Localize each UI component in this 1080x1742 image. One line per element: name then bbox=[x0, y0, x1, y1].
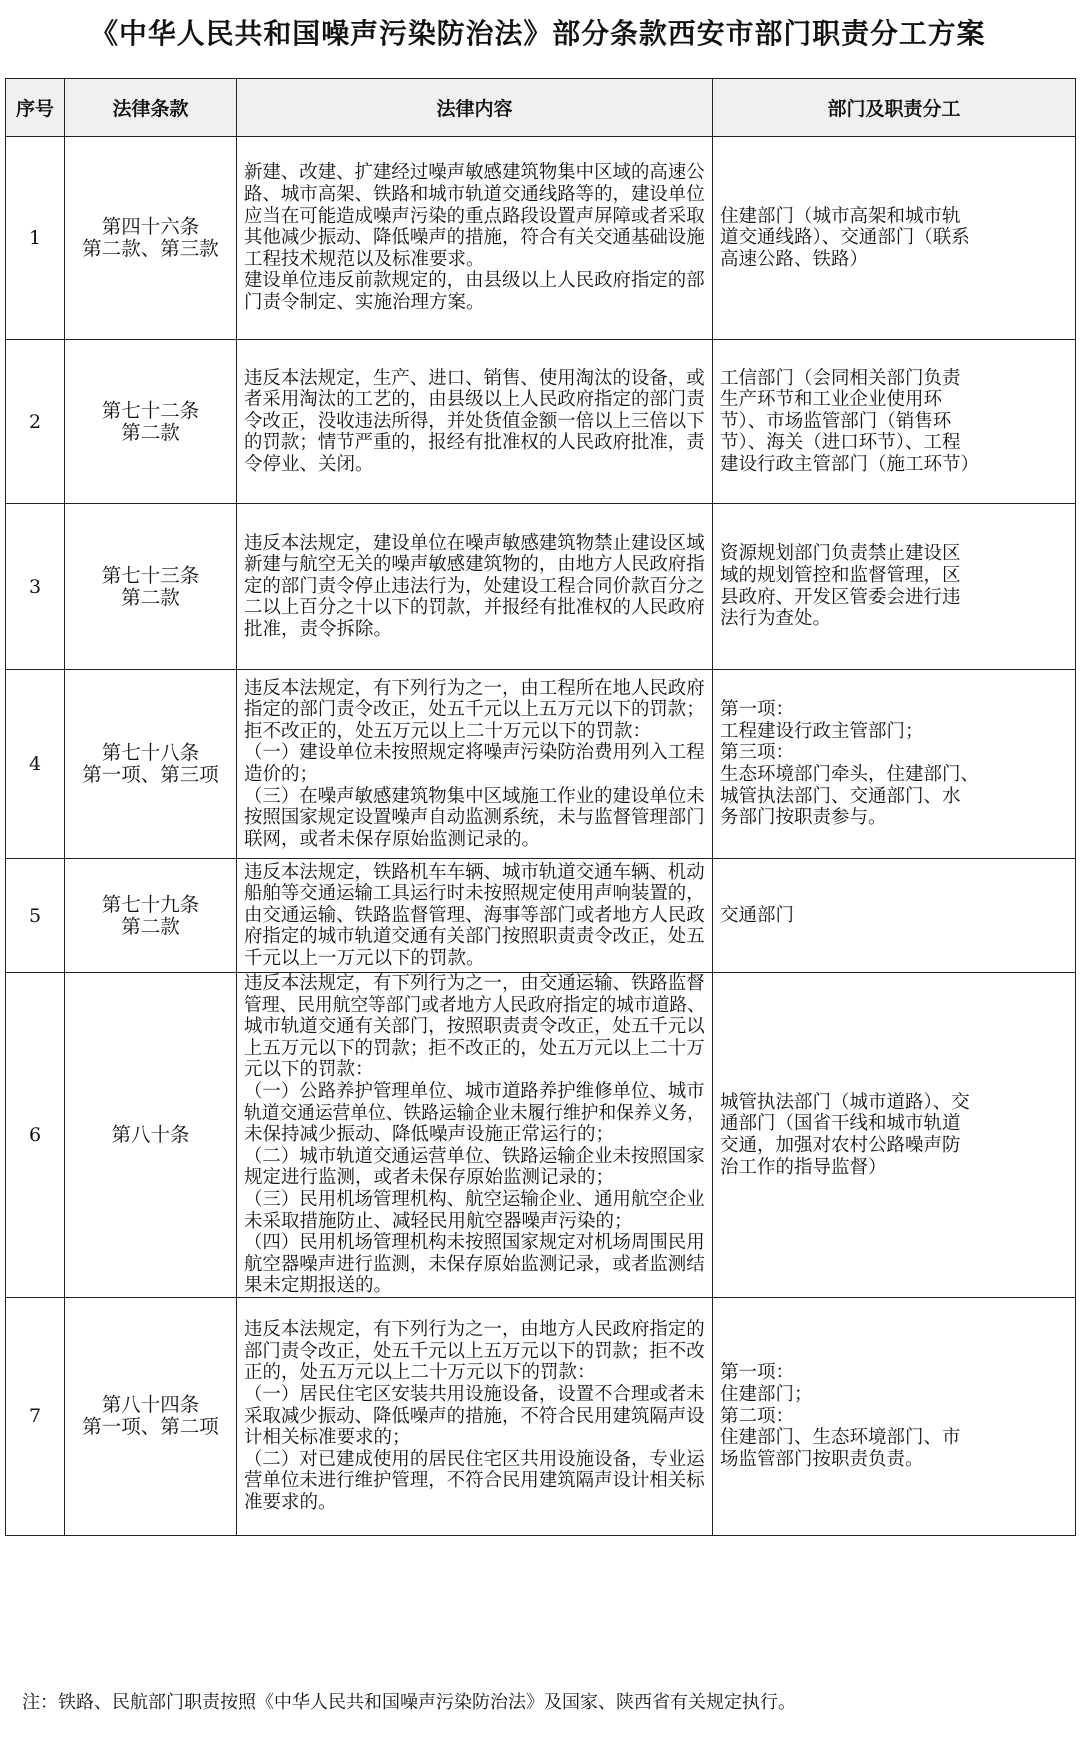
content-cell-line: 二以上百分之十以下的罚款，并报经有批准权的人民政府 bbox=[244, 597, 705, 619]
duty-cell-line: 高速公路、铁路） bbox=[720, 248, 869, 270]
row-number: 3 bbox=[6, 504, 65, 670]
duty-cell-line: 工程建设行政主管部门； bbox=[720, 720, 924, 742]
content-cell-line: 千元以上一万元以下的罚款。 bbox=[244, 947, 485, 969]
content-cell-line: 船舶等交通运输工具运行时未按照规定使用声响装置的， bbox=[244, 883, 705, 905]
duty-cell-line: 域的规划管控和监督管理，区 bbox=[720, 564, 961, 586]
content-cell-line: （三）民用机场管理机构、航空运输企业、通用航空企业 bbox=[244, 1188, 705, 1210]
article-cell-text bbox=[65, 400, 236, 444]
duty-cell-line: 第二项： bbox=[720, 1405, 795, 1427]
content-cell-line: 府指定的城市轨道交通有关部门按照职责责令改正，处五 bbox=[244, 926, 705, 948]
duty-cell bbox=[713, 137, 1076, 340]
content-cell bbox=[237, 973, 713, 1298]
duty-cell-line: 道交通线路）、交通部门（联系 bbox=[720, 227, 970, 249]
article-cell-line: 第一项、第二项 bbox=[82, 1415, 219, 1439]
content-cell-line: 造价的； bbox=[244, 764, 319, 785]
duty-cell-line: 城管执法部门（城市道路）、交 bbox=[720, 1091, 970, 1113]
content-cell-line: 令改正，没收违法所得，并处货值金额一倍以上三倍以下 bbox=[244, 410, 705, 432]
article-cell-text bbox=[65, 742, 236, 786]
duty-cell-line: 务部门按职责参与。 bbox=[720, 807, 887, 829]
row-number: 2 bbox=[6, 340, 65, 504]
content-cell bbox=[237, 670, 713, 859]
row-number: 6 bbox=[6, 973, 65, 1298]
content-cell-line: 航空器噪声进行监测，未保存原始监测记录，或者监测结 bbox=[244, 1253, 705, 1275]
content-cell-line: 应当在可能造成噪声污染的重点路段设置声屏障或者采取 bbox=[244, 205, 705, 227]
duty-cell-line: 法行为查处。 bbox=[720, 608, 832, 630]
content-cell bbox=[237, 859, 713, 973]
content-cell-line: 轨道交通运营单位、铁路运输企业未履行维护和保养义务， bbox=[244, 1102, 705, 1124]
content-cell-line: 部门责令改正，处五千元以上五万元以下的罚款；拒不改 bbox=[244, 1340, 705, 1362]
content-cell-line: 建设单位违反前款规定的，由县级以上人民政府指定的部 bbox=[244, 270, 705, 292]
duty-cell-text bbox=[720, 206, 1068, 271]
content-cell-line: 营单位未进行维护管理，不符合民用建筑隔声设计相关标 bbox=[244, 1470, 705, 1492]
article-cell-line: 第二款、第三款 bbox=[82, 237, 219, 260]
duty-cell-line: 资源规划部门负责禁止建设区 bbox=[720, 543, 961, 565]
table-row bbox=[6, 504, 1076, 670]
content-cell-line: 未采取措施防止、减轻民用航空器噪声污染的； bbox=[244, 1210, 633, 1232]
content-cell-line: 违反本法规定，有下列行为之一，由工程所在地人民政府 bbox=[244, 677, 705, 699]
article-cell bbox=[65, 859, 237, 973]
duty-cell-text bbox=[720, 1092, 1068, 1178]
content-cell-line: （三）在噪声敏感建筑物集中区域施工作业的建设单位未 bbox=[244, 785, 705, 807]
content-cell-line: 准要求的。 bbox=[244, 1491, 337, 1513]
content-cell-line: 联网，或者未保存原始监测记录的。 bbox=[244, 828, 541, 850]
content-cell-line: 违反本法规定，建设单位在噪声敏感建筑物禁止建设区域 bbox=[244, 532, 705, 554]
content-cell-line: 违反本法规定，有下列行为之一，由地方人民政府指定的 bbox=[244, 1319, 705, 1341]
article-cell-line: 第四十六条 bbox=[101, 215, 200, 238]
content-cell-line: 路、城市高架、铁路和城市轨道交通线路等的，建设单位 bbox=[244, 184, 705, 206]
header-no: 序号 bbox=[6, 79, 65, 137]
content-cell-text bbox=[244, 368, 705, 476]
article-cell-text bbox=[65, 894, 236, 938]
content-cell-line: 工程技术规范以及标准要求。 bbox=[244, 248, 485, 270]
content-cell-line: （二）城市轨道交通运营单位、铁路运输企业未按照国家 bbox=[244, 1145, 705, 1167]
content-cell-line: （一）建设单位未按照规定将噪声污染防治费用列入工程 bbox=[244, 742, 705, 764]
article-cell bbox=[65, 137, 237, 340]
article-cell bbox=[65, 670, 237, 859]
table-row bbox=[6, 973, 1076, 1298]
duty-cell bbox=[713, 1297, 1076, 1535]
content-cell-line: 批准，责令拆除。 bbox=[244, 618, 393, 640]
duty-cell-line: 节）、市场监管部门（销售环 bbox=[720, 410, 952, 432]
content-cell-line: 采取减少振动、降低噪声的措施，不符合民用建筑隔声设 bbox=[244, 1405, 705, 1427]
table-row bbox=[6, 137, 1076, 340]
duty-cell-line: 交通，加强对农村公路噪声防 bbox=[720, 1134, 961, 1156]
content-cell-line: 果未定期报送的。 bbox=[244, 1275, 393, 1297]
content-cell-line: （二）对已建成使用的居民住宅区共用设施设备，专业运 bbox=[244, 1448, 705, 1470]
duty-cell-line: 工信部门（会同相关部门负责 bbox=[720, 367, 961, 389]
article-cell-line: 第一项、第三项 bbox=[82, 763, 219, 786]
article-cell bbox=[65, 973, 237, 1298]
duty-cell-text bbox=[720, 368, 1068, 476]
content-cell bbox=[237, 1297, 713, 1535]
content-cell-line: 违反本法规定，铁路机车车辆、城市轨道交通车辆、机动 bbox=[244, 861, 705, 883]
table-body bbox=[6, 137, 1076, 1536]
header-content: 法律内容 bbox=[237, 79, 713, 137]
duty-table bbox=[5, 78, 1076, 1536]
content-cell-line: 元以下的罚款： bbox=[244, 1059, 374, 1081]
duty-cell-line: 场监管部门按职责负责。 bbox=[720, 1448, 924, 1470]
content-cell-line: 拒不改正的，处五万元以上二十万元以下的罚款： bbox=[244, 720, 652, 742]
article-cell-line: 第七十三条 bbox=[101, 563, 200, 587]
content-cell-line: 违反本法规定，生产、进口、销售、使用淘汰的设备，或 bbox=[244, 367, 705, 389]
duty-cell bbox=[713, 973, 1076, 1298]
content-cell-line: （一）居民住宅区安装共用设施设备，设置不合理或者未 bbox=[244, 1384, 705, 1406]
content-cell-line: 计相关标准要求的； bbox=[244, 1427, 411, 1449]
content-cell-line: 规定进行监测，或者未保存原始监测记录的； bbox=[244, 1167, 615, 1189]
duty-cell-line: 城管执法部门、交通部门、水 bbox=[720, 785, 961, 807]
article-cell bbox=[65, 340, 237, 504]
duty-cell bbox=[713, 670, 1076, 859]
article-cell-line: 第七十八条 bbox=[101, 741, 200, 764]
article-cell-line: 第二款 bbox=[121, 585, 180, 609]
duty-cell-line: 交通部门 bbox=[720, 904, 795, 926]
content-cell-line: 由交通运输、铁路监督管理、海事等部门或者地方人民政 bbox=[244, 904, 705, 926]
content-cell-line: 新建与航空无关的噪声敏感建筑物的，由地方人民政府指 bbox=[244, 554, 705, 576]
row-number: 5 bbox=[6, 859, 65, 973]
content-cell-text bbox=[244, 862, 705, 970]
content-cell-line: 违反本法规定，有下列行为之一，由交通运输、铁路监督 bbox=[244, 973, 705, 994]
content-cell bbox=[237, 504, 713, 670]
content-cell-line: 定的部门责令停止违法行为，处建设工程合同价款百分之 bbox=[244, 575, 705, 597]
header-article: 法律条款 bbox=[65, 79, 237, 137]
duty-cell-line: 县政府、开发区管委会进行违 bbox=[720, 586, 961, 608]
content-cell-text bbox=[244, 678, 705, 851]
content-cell-line: 正的，处五万元以上二十万元以下的罚款： bbox=[244, 1362, 596, 1384]
header-duty: 部门及职责分工 bbox=[713, 79, 1076, 137]
article-cell-line: 第七十九条 bbox=[101, 892, 200, 916]
content-cell-line: 者采用淘汰的工艺的，由县级以上人民政府指定的部门责 bbox=[244, 389, 705, 411]
article-cell-line: 第八十条 bbox=[111, 1122, 190, 1146]
content-cell-text bbox=[244, 533, 705, 641]
article-cell-text bbox=[65, 1394, 236, 1438]
content-cell bbox=[237, 137, 713, 340]
duty-cell-line: 治工作的指导监督） bbox=[720, 1156, 887, 1178]
duty-cell-line: 第一项： bbox=[720, 1362, 795, 1384]
article-cell-text bbox=[65, 565, 236, 609]
duty-cell-text bbox=[720, 699, 1068, 829]
duty-cell-line: 第三项： bbox=[720, 742, 795, 764]
duty-cell-line: 住建部门； bbox=[720, 1384, 813, 1406]
duty-cell-text bbox=[720, 543, 1068, 629]
article-cell-line: 第二款 bbox=[121, 420, 180, 444]
duty-cell-text bbox=[720, 905, 1068, 927]
content-cell-text bbox=[244, 162, 705, 313]
duty-cell-line: 节）、海关（进口环节）、工程 bbox=[720, 432, 961, 454]
content-cell-line: 按照国家规定设置噪声自动监测系统，未与监督管理部门 bbox=[244, 807, 705, 829]
content-cell-line: 其他减少振动、降低噪声的措施，符合有关交通基础设施 bbox=[244, 227, 705, 249]
table-row bbox=[6, 340, 1076, 504]
article-cell-line: 第二款 bbox=[121, 914, 180, 938]
article-cell-line: 第七十二条 bbox=[101, 398, 200, 422]
row-number: 1 bbox=[6, 137, 65, 340]
content-cell-text bbox=[244, 973, 705, 1297]
content-cell-line: （一）公路养护管理单位、城市道路养护维修单位、城市 bbox=[244, 1080, 705, 1102]
content-cell-line: 新建、改建、扩建经过噪声敏感建筑物集中区域的高速公 bbox=[244, 162, 705, 184]
table-row bbox=[6, 859, 1076, 973]
duty-cell-line: 住建部门（城市高架和城市轨 bbox=[720, 205, 961, 227]
content-cell-line: 未保持减少振动、降低噪声设施正常运行的； bbox=[244, 1124, 615, 1146]
duty-cell-line: 住建部门、生态环境部门、市 bbox=[720, 1427, 961, 1449]
content-cell-line: 的罚款；情节严重的，报经有批准权的人民政府批准，责 bbox=[244, 432, 705, 454]
duty-cell-line: 生态环境部门牵头，住建部门、 bbox=[720, 764, 980, 785]
article-cell bbox=[65, 1297, 237, 1535]
duty-cell-line: 第一项： bbox=[720, 699, 795, 721]
duty-cell-line: 建设行政主管部门（施工环节） bbox=[720, 453, 980, 475]
duty-cell bbox=[713, 859, 1076, 973]
header-row bbox=[6, 79, 1076, 137]
document-title: 《中华人民共和国噪声污染防治法》部分条款西安市部门职责分工方案 bbox=[90, 17, 986, 50]
content-cell-line: 管理、民用航空等部门或者地方人民政府指定的城市道路、 bbox=[244, 994, 705, 1016]
content-cell-line: 门责令制定、实施治理方案。 bbox=[244, 291, 485, 313]
content-cell bbox=[237, 340, 713, 504]
duty-cell-line: 生产环节和工业企业使用环 bbox=[720, 389, 943, 411]
article-cell-text bbox=[65, 216, 236, 260]
content-cell-line: （四）民用机场管理机构未按照国家规定对机场周围民用 bbox=[244, 1232, 705, 1254]
content-cell-text bbox=[244, 1319, 705, 1513]
footnote: 注：铁路、民航部门职责按照《中华人民共和国噪声污染防治法》及国家、陕西省有关规定执行。 bbox=[22, 1692, 796, 1713]
content-cell-line: 令停业、关闭。 bbox=[244, 453, 374, 475]
article-cell-text bbox=[65, 1124, 236, 1146]
content-cell-line: 指定的部门责令改正，处五千元以上五万元以下的罚款； bbox=[244, 699, 705, 721]
row-number: 4 bbox=[6, 670, 65, 859]
duty-cell-line: 通部门（国省干线和城市轨道 bbox=[720, 1113, 961, 1135]
duty-cell bbox=[713, 340, 1076, 504]
content-cell-line: 上五万元以下的罚款；拒不改正的，处五万元以上二十万 bbox=[244, 1037, 705, 1059]
duty-cell-text bbox=[720, 1362, 1068, 1470]
article-cell bbox=[65, 504, 237, 670]
row-number: 7 bbox=[6, 1297, 65, 1535]
article-cell-line: 第八十四条 bbox=[101, 1393, 200, 1417]
duty-cell bbox=[713, 504, 1076, 670]
table-row bbox=[6, 670, 1076, 859]
table-row bbox=[6, 1297, 1076, 1535]
content-cell-line: 城市轨道交通有关部门，按照职责责令改正，处五千元以 bbox=[244, 1016, 705, 1038]
